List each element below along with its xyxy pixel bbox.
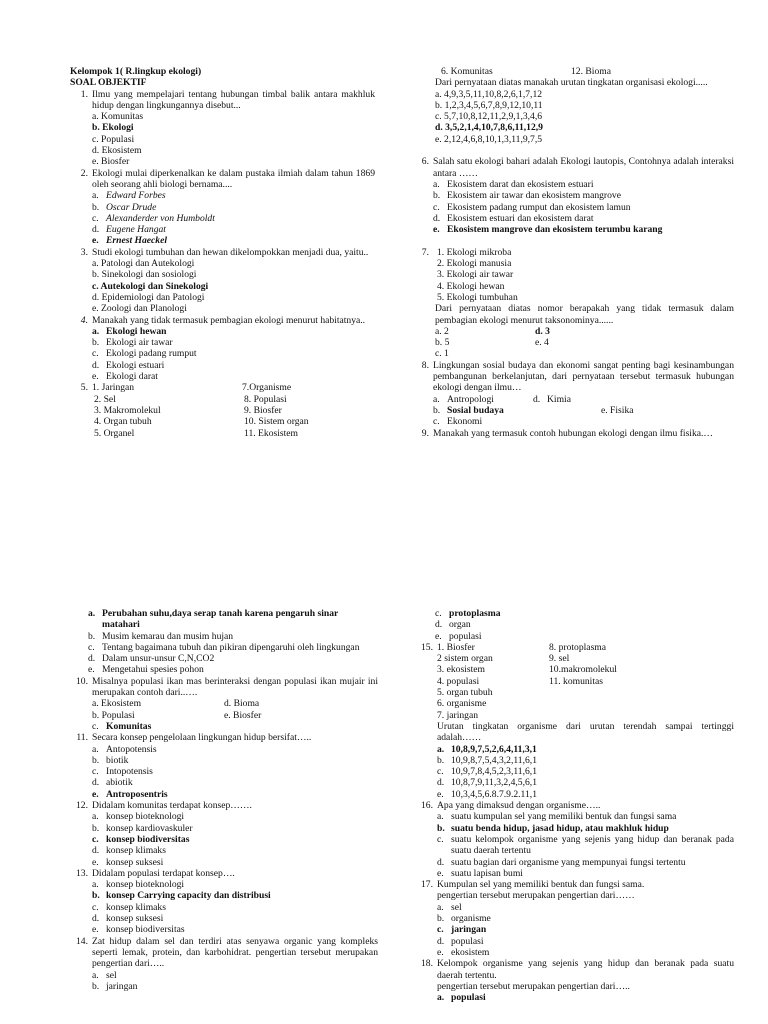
option: suatu bagian dari organisme yang mempunyai fungsi tertentu <box>451 856 686 868</box>
question-text: Salah satu ekologi bahari adalah Ekologi lautopis, Contohnya adalah interaksi antara …… <box>433 156 734 179</box>
option: a. Ekosistem <box>92 698 142 710</box>
list-item: 11. Ekosistem <box>244 427 299 439</box>
option: jaringan <box>106 980 138 992</box>
question-11: 11. Secara konsep pengelolaan lingkungan hidup bersifat….. a. Antopotensis b. biotik c. Intopotensis d. abiotik e. Antroposentris <box>76 732 312 800</box>
question-text: Zat hidup dalam sel dan terdiri atas senyawa organic yang kompleks seperti lemak, protein, dan karbohidrat. pengertian tersebut merupakan pengertian dari….. <box>92 935 378 970</box>
list-item: 2. Ekologi manusia <box>437 258 512 270</box>
question-17: 17. Kumpulan sel yang memiliki bentuk dan fungsi sama. pengertian tersebut merupakan pengertian dari…… a. sel b. organisme c. jaringan d. populasi e. ekosistem <box>419 879 734 958</box>
question-10: 10. Misalnya populasi ikan mas berinteraksi dengan populasi ikan mujair ini merupakan contoh dari..…. a. Ekosistem d. Bioma b. Populasi e. Biosfer c. Komunitas <box>76 675 378 732</box>
question-text: Studi ekologi tumbuhan dan hewan dikelompokkan menjadi dua, yaitu.. <box>92 246 369 258</box>
option: Mengetahui spesies pohon <box>102 664 204 676</box>
question-text: Secara konsep pengelolaan lingkungan hidup bersifat….. <box>92 732 312 744</box>
list-item: 7. jaringan <box>437 709 479 721</box>
option: organ <box>449 619 471 631</box>
option: Kimia <box>547 393 571 405</box>
option: suatu kumpulan sel yang memiliki bentuk dan fungsi sama <box>451 811 677 823</box>
list-item: 10.makromolekul <box>549 664 617 676</box>
list-item: 6. organisme <box>437 698 487 710</box>
option: e. 4 <box>535 337 549 349</box>
list-item: 12. Bioma <box>571 66 611 77</box>
question-13: 13. Didalam populasi terdapat konsep…. a. konsep bioteknologi b. konsep Carrying capacity dan distribusi c. konsep klimaks d. konsep suksesi e. konsep biodiversitas <box>76 867 271 936</box>
option: Ekologi air tawar <box>106 337 173 349</box>
option: b. Populasi <box>92 709 135 721</box>
option: Musim kemarau dan musim hujan <box>102 630 234 642</box>
option: d. Epidemiologi dan Patologi <box>92 291 205 303</box>
option: Ekologi estuari <box>106 359 165 371</box>
option: Alexanderder von Humboldt <box>106 212 215 224</box>
list-item: 6. Komunitas <box>441 66 493 77</box>
option: b. Sinekologi dan sosiologi <box>92 269 197 281</box>
option: populasi <box>449 630 482 642</box>
list-item: 9. sel <box>549 653 570 665</box>
question-text: Ilmu yang mempelajari tentang hubungan timbal balik antara makhluk hidup dengan lingkungannya disebut... <box>92 88 375 111</box>
option: Edward Forbes <box>106 190 166 202</box>
option: abiotik <box>106 777 133 789</box>
option: e. Zoologi dan Planologi <box>92 303 187 315</box>
option-correct: konsep biodiversitas <box>106 833 190 845</box>
option: Antopotensis <box>106 743 157 755</box>
list-item: 8. Populasi <box>244 393 287 405</box>
question-12: 12. Didalam komunitas terdapat konsep……. a. konsep bioteknologi b. konsep kardiovaskuler c. konsep biodiversitas d. konsep klimaks e. konsep suksesi <box>76 800 252 868</box>
question-9-options: a. Perubahan suhu,daya serap tanah karena pengaruh sinar matahari b. Musim kemarau dan musim hujan c. Tentang bagaimana tubuh dan pikiran dipengaruhi oleh lingkungan d. Dalam unsur-unsur C,N,CO2 e. Mengetahui spesies pohon <box>88 608 378 676</box>
option: suatu lapisan bumi <box>451 867 523 879</box>
option: c. 1 <box>435 348 449 360</box>
question-text: Apa yang dimaksud dengan organisme….. <box>437 800 601 812</box>
option: 10,3,4,5,6.8.7.9.2.11,1 <box>451 788 537 800</box>
group-title: Kelompok 1( R.lingkup ekologi) <box>70 66 202 77</box>
list-item: 4. Ekologi hewan <box>437 280 505 292</box>
option-correct: suatu benda hidup, jasad hidup, atau makhluk hidup <box>451 822 669 834</box>
option: konsep suksesi <box>106 913 164 925</box>
question-14: 14. Zat hidup dalam sel dan terdiri atas senyawa organic yang kompleks seperti lemak, protein, dan karbohidrat. pengertian tersebut merupakan pengertian dari….. a. sel b. jaringan <box>76 935 378 992</box>
question-6: 6. Salah satu ekologi bahari adalah Ekologi lautopis, Contohnya adalah interaksi antara …… a. Ekosistem darat dan ekosistem estuari b. Ekosistem air tawar dan ekosistem mangrove c. Ekosistem padang rumput dan ekosistem lamun d. Ekosistem estuari dan ekosistem darat e. Ekosistem mangrove dan ekosistem terumbu karang <box>421 156 734 236</box>
question-text: Kelompok organisme yang sejenis yang hidup dan beranak pada suatu daerah tertentu. <box>437 958 734 981</box>
option: konsep klimaks <box>106 845 166 857</box>
option: Ekonomi <box>447 416 483 428</box>
option-correct: Ekosistem mangrove dan ekosistem terumbu karang <box>447 224 663 236</box>
option: Ekosistem padang rumput dan ekosistem lamun <box>447 201 631 213</box>
list-item: 4. Organ tubuh <box>94 416 152 428</box>
option: Oscar Drude <box>106 201 157 213</box>
option: biotik <box>106 754 129 766</box>
option: suatu kelompok organisme yang sejenis yang hidup dan beranak pada suatu daerah tertentu <box>451 833 734 857</box>
list-item: 2. Sel <box>94 393 116 405</box>
list-item: 3. Ekologi air tawar <box>437 269 514 281</box>
question-text: Lingkungan sosial budaya dan ekonomi sangat penting bagi kesinambungan pembangunan berkelanjutan, dari pernyataan tersebut termasuk hubungan ekologi dengan ilmu… <box>433 359 734 394</box>
list-item: 10. Sistem organ <box>244 416 309 428</box>
option-correct: 10,8,9,7,5,2,6,4,11,3,1 <box>451 743 537 755</box>
question-5: 5. 1. Jaringan 7.Organisme 2. Sel 8. Populasi 3. Makromolekul 9. Biosfer 4. Organ tubuh 10. Sistem organ 5. Organel 11. Ekosistem <box>80 382 309 439</box>
option: Eugene Hangat <box>106 224 166 236</box>
list-item: 1. Ekologi mikroba <box>437 246 512 258</box>
option: konsep kardiovaskuler <box>106 822 193 834</box>
question-text: pengertian tersebut merupakan pengertian dari….. <box>437 980 630 992</box>
column-top-right <box>419 66 734 439</box>
list-item: 4. populasi <box>437 675 480 687</box>
column-bottom-right <box>419 608 734 1003</box>
option: d. Ekosistem <box>92 145 142 157</box>
option: Tentang bagaimana tubuh dan pikiran dipengaruhi oleh lingkungan <box>102 641 360 653</box>
question-15: 15. 1. Biosfer 8. protoplasma 2 sistem organ 9. sel 3. ekosistem 10.makromolekul 4. populasi 11. komunitas 5. organ tubuh 6. organisme 7. jaringan Urutan tingkatan organisme dari urutan terendah sampai tertinggi adalah…… a. 10,8,9,7,5,2,6,4,11,3,1 b. 10,9,8,7,5,4,3,2,11,6,1 c. 10,9,7,8,4,5,2,3,11,6,1 d. 10,8,7,9,11,3,2,4,5,6,1 e. 10,3,4,5,6.8.7.9.2.11,1 <box>421 641 734 800</box>
question-text: Manakah yang tidak termasuk pembagian ekologi menurut habitatnya.. <box>92 314 366 326</box>
option-correct: d. 3,5,2,1,4,10,7,8,6,11,12,9 <box>435 122 543 134</box>
question-3: 3. Studi ekologi tumbuhan dan hewan dikelompokkan menjadi dua, yaitu.. a. Patologi dan Autekologi b. Sinekologi dan sosiologi c. Autekologi dan Sinekologi d. Epidemiologi dan Patologi e. Zoologi dan Planologi <box>70 247 375 315</box>
option: e. 2,12,4,6,8,10,1,3,11,9,7,5 <box>435 133 543 145</box>
question-8: 8. Lingkungan sosial budaya dan ekonomi sangat penting bagi kesinambungan pembangunan berkelanjutan, dari pernyataan tersebut termasuk hubungan ekologi dengan ilmu… a. Antropologi d. Kimia b. Sosial budaya e. Fisika c. Ekonomi <box>421 359 734 428</box>
option: sel <box>451 901 462 913</box>
option: a. 4,9,3,5,11,10,8,2,6,1,7,12 <box>435 88 543 100</box>
question-7: 7. 1. Ekologi mikroba 2. Ekologi manusia 3. Ekologi air tawar 4. Ekologi hewan 5. Ekologi tumbuhan Dari pernyataan diatas nomor berapakah yang tidak termasuk dalam pembagian ekologi menurut taksonominya...... a. 2 d. 3 b. 5 e. 4 c. 1 <box>419 247 734 360</box>
question-text: pengertian tersebut merupakan pengertian dari…… <box>437 890 635 902</box>
option: ekosistem <box>451 946 490 958</box>
question-1: 1. Ilmu yang mempelajari tentang hubungan timbal balik antara makhluk hidup dengan lingkungannya disebut... a. Komunitas b. Ekologi c. Populasi d. Ekosistem e. Biosfer <box>70 89 375 168</box>
option-correct: Ekologi hewan <box>106 325 167 337</box>
option-correct: populasi <box>451 992 486 1004</box>
option: e. Biosfer <box>224 709 262 721</box>
option-correct: Komunitas <box>106 720 152 732</box>
option: Ekologi darat <box>106 371 158 383</box>
option: Ekosistem estuari dan ekosistem darat <box>447 212 594 224</box>
section-title: SOAL OBJEKTIF <box>70 77 147 89</box>
question-5-continued <box>419 66 734 145</box>
option-correct: protoplasma <box>449 608 501 619</box>
list-item: 5. Organel <box>94 427 135 439</box>
option-correct: Perubahan suhu,daya serap tanah karena pengaruh sinar matahari <box>102 608 339 631</box>
list-item: 9. Biosfer <box>244 404 282 416</box>
option: populasi <box>451 935 484 947</box>
question-text: Misalnya populasi ikan mas berinteraksi dengan populasi ikan mujair ini merupakan contoh dari..…. <box>92 675 378 699</box>
list-item: 3. Makromolekul <box>94 404 161 416</box>
option: 10,9,7,8,4,5,2,3,11,6,1 <box>451 766 537 778</box>
option: a. 2 <box>435 325 449 337</box>
option-correct: jaringan <box>451 924 487 936</box>
column-top-left <box>70 66 375 439</box>
option: d. Bioma <box>224 698 260 710</box>
option: 10,8,7,9,11,3,2,4,5,6,1 <box>451 777 537 789</box>
question-16: 16. Apa yang dimaksud dengan organisme….. a. suatu kumpulan sel yang memiliki bentuk dan fungsi sama b. suatu benda hidup, jasad hidup, atau makhluk hidup c. suatu kelompok organisme yang sejenis yang hidup dan beranak pada suatu daerah tertentu d. suatu bagian dari organisme yang mempunyai fungsi tertentu e. suatu lapisan bumi <box>421 800 734 879</box>
option: c. 5,7,10,8,12,11,2,9,1,3,4,6 <box>435 111 543 123</box>
question-text: Dari pernyataan diatas manakah urutan tingkatan organisasi ekologi..... <box>435 77 708 89</box>
list-item: 11. komunitas <box>549 675 604 687</box>
question-9: 9. Manakah yang termasuk contoh hubungan ekologi dengan ilmu fisika.… <box>419 428 734 439</box>
column-bottom-left <box>76 608 378 992</box>
option: konsep bioteknologi <box>106 879 185 891</box>
question-text: Didalam populasi terdapat konsep…. <box>92 867 235 879</box>
option: konsep suksesi <box>106 856 164 868</box>
option: a. Komunitas <box>92 111 144 123</box>
option: 10,9,8,7,5,4,3,2,11,6,1 <box>451 754 537 766</box>
question-text: Manakah yang termasuk contoh hubungan ekologi dengan ilmu fisika.… <box>433 427 714 439</box>
question-text: Dari pernyataan diatas nomor berapakah yang tidak termasuk dalam pembagian ekologi menurut taksonominya...... <box>435 303 734 326</box>
option-correct: konsep Carrying capacity dan distribusi <box>106 890 271 902</box>
option: Ekosistem air tawar dan ekosistem mangrove <box>447 190 621 202</box>
list-item: 5. organ tubuh <box>437 687 493 699</box>
list-item: 1. Jaringan <box>92 382 135 394</box>
option: b. 1,2,3,4,5,6,7,8,9,12,10,11 <box>435 99 543 111</box>
option-correct: d. 3 <box>535 325 550 337</box>
option: Ekologi padang rumput <box>106 348 197 360</box>
option: sel <box>106 969 117 981</box>
list-item: 8. protoplasma <box>549 641 607 653</box>
question-text: Urutan tingkatan organisme dari urutan terendah sampai tertinggi adalah…… <box>437 720 734 744</box>
option: b. 5 <box>435 337 450 349</box>
option: c. Populasi <box>92 133 135 145</box>
option-correct: c. Autekologi dan Sinekologi <box>92 280 209 292</box>
option: konsep biodiversitas <box>106 924 185 936</box>
option-correct: Antroposentris <box>106 788 168 800</box>
option: Dalam unsur-unsur C,N,CO2 <box>102 653 215 665</box>
option-correct: Ernest Haeckel <box>106 235 168 247</box>
option-correct: Sosial budaya <box>447 404 504 416</box>
option: organisme <box>451 913 491 925</box>
option: e. Biosfer <box>92 156 130 168</box>
question-4: 4. Manakah yang tidak termasuk pembagian ekologi menurut habitatnya.. a. Ekologi hewan b. Ekologi air tawar c. Ekologi padang rumput d. Ekologi estuari e. Ekologi darat <box>70 315 375 383</box>
question-2: 2. Ekologi mulai diperkenalkan ke dalam pustaka ilmiah dalam tahun 1869 oleh seorang ahli biologi bernama.... a. Edward Forbes b. Oscar Drude c. Alexanderder von Humboldt d. Eugene Hangat e. Ernest Haeckel <box>80 167 375 247</box>
option: Antropologi <box>447 393 494 405</box>
option: Ekosistem darat dan ekosistem estuari <box>447 178 594 190</box>
list-item: 2 sistem organ <box>437 653 493 665</box>
list-item: 5. Ekologi tumbuhan <box>437 291 518 303</box>
option: e. Fisika <box>601 404 634 416</box>
question-14-continued: c. protoplasma d. organ e. populasi <box>435 608 501 642</box>
option: a. Patologi dan Autekologi <box>92 258 195 270</box>
question-text: Kumpulan sel yang memiliki bentuk dan fungsi sama. <box>437 879 645 891</box>
list-item: 7.Organisme <box>242 382 292 394</box>
option: Intopotensis <box>106 766 153 778</box>
question-text: Ekologi mulai diperkenalkan ke dalam pustaka ilmiah dalam tahun 1869 oleh seorang ahli biologi bernama.... <box>92 167 375 190</box>
option: konsep klimaks <box>106 901 166 913</box>
list-item: 3. ekosistem <box>437 664 485 676</box>
question-18: 18. Kelompok organisme yang sejenis yang hidup dan beranak pada suatu daerah tertentu. pengertian tersebut merupakan pengertian dari….. a. populasi <box>421 958 734 1004</box>
option-correct: b. Ekologi <box>92 122 134 134</box>
list-item: 1. Biosfer <box>437 641 475 653</box>
option: konsep bioteknologi <box>106 811 185 823</box>
question-text: Didalam komunitas terdapat konsep……. <box>92 800 252 812</box>
